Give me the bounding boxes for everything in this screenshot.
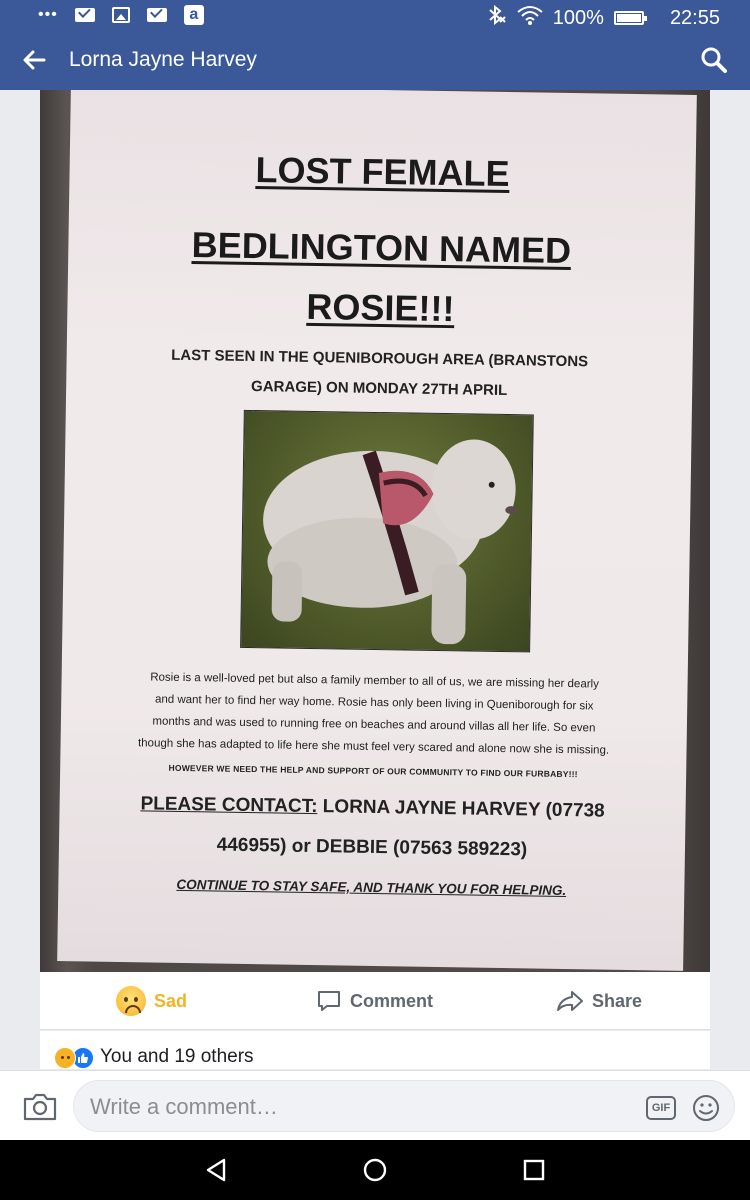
status-notifications (38, 5, 204, 25)
post-photo[interactable] (40, 90, 710, 972)
sad-reaction-icon (116, 986, 146, 1016)
poster-subtitle-line: LAST SEEN IN THE QUENIBOROUGH AREA (BRANSTONS (171, 346, 589, 371)
contact-label: PLEASE CONTACT: (140, 793, 318, 818)
system-nav-bar (0, 1140, 750, 1200)
status-bar (0, 0, 750, 30)
sad-reaction-icon (54, 1047, 76, 1069)
gif-button[interactable]: GIF (646, 1096, 676, 1120)
back-button[interactable] (14, 40, 54, 80)
camera-button[interactable] (22, 1091, 58, 1123)
poster-help-line: HOWEVER WE NEED THE HELP AND SUPPORT OF OUR COMMUNITY TO FIND OUR FURBABY!!! (168, 762, 578, 780)
wifi-icon (517, 5, 543, 30)
emoji-button[interactable] (692, 1094, 720, 1122)
poster-title-line: ROSIE!!! (306, 285, 455, 330)
recents-square-icon (522, 1158, 546, 1182)
nav-recents-button[interactable] (518, 1154, 550, 1186)
home-circle-icon (362, 1157, 388, 1183)
dog-photo (240, 410, 534, 653)
poster-body-line: though she has adapted to life here she must feel very scared and alone now she is missing. (137, 737, 610, 757)
comment-icon (316, 989, 342, 1013)
more-notifications-icon: ••• (38, 6, 58, 23)
search-icon (700, 46, 728, 74)
poster-title-line: BEDLINGTON NAMED (191, 224, 572, 272)
poster-body-line: and want her to find her way home. Rosie has only been living in Queniborough for six (154, 693, 594, 713)
image-icon (112, 7, 130, 23)
amazon-icon: a (184, 5, 204, 25)
comment-placeholder: Write a comment… (90, 1094, 278, 1119)
comment-composer (0, 1070, 750, 1140)
poster-body-line: Rosie is a well-loved pet but also a family member to all of us, we are missing her dearly (150, 671, 600, 691)
comment-label: Comment (350, 990, 434, 1011)
reaction-icons (54, 1047, 94, 1069)
search-button[interactable] (694, 40, 734, 80)
bluetooth-off-icon (485, 4, 507, 31)
battery-percent: 100% (552, 6, 604, 29)
nav-back-button[interactable] (200, 1154, 232, 1186)
clock: 22:55 (669, 6, 720, 29)
poster-contact-line: 446955) or DEBBIE (07563 589223) (216, 834, 528, 861)
share-label: Share (592, 990, 643, 1011)
back-arrow-icon (22, 50, 46, 70)
page-title: Lorna Jayne Harvey (69, 48, 257, 71)
poster-footer: CONTINUE TO STAY SAFE, AND THANK YOU FOR HELPING. (176, 876, 567, 899)
comment-button[interactable] (316, 972, 433, 1030)
status-system (485, 4, 720, 31)
reactions-count-text: You and 19 others (100, 1046, 254, 1067)
lost-dog-poster (57, 90, 697, 971)
battery-icon (614, 11, 644, 25)
reaction-button[interactable] (116, 972, 187, 1030)
app-bar (0, 30, 750, 90)
poster-subtitle-line: GARAGE) ON MONDAY 27TH APRIL (250, 378, 508, 400)
reactions-summary[interactable] (40, 1031, 710, 1069)
mail-icon (147, 8, 167, 22)
comment-input[interactable] (73, 1080, 735, 1132)
poster-title-line: LOST FEMALE (255, 149, 510, 195)
contact-text: LORNA JAYNE HARVEY (07738 (322, 796, 605, 822)
share-icon (556, 989, 584, 1013)
poster-body-line: months and was used to running free on beaches and around villas all her life. So even (152, 715, 596, 735)
camera-icon (22, 1091, 58, 1123)
post-actions (40, 972, 710, 1030)
reaction-label: Sad (154, 990, 188, 1011)
emoji-icon (692, 1094, 720, 1122)
nav-home-button[interactable] (359, 1154, 391, 1186)
back-triangle-icon (204, 1157, 228, 1183)
mail-icon (75, 8, 95, 22)
share-button[interactable] (556, 972, 642, 1030)
